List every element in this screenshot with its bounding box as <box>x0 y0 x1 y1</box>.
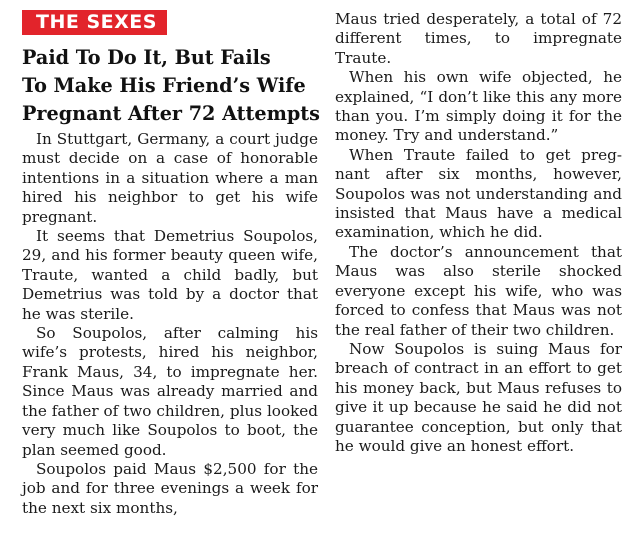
left-column <box>22 10 318 518</box>
article-paragraph: When his own wife objected, he explained, “I don’t like this any more than you. I’m simply doing it for the money. Try and understand.” <box>335 68 622 145</box>
article-paragraph: Now Soupolos is suing Maus for breach of contract in an effort to get his money back, but Maus refuses to give it up because he said he did not guarantee conception, but only that he would give an honest effort. <box>335 339 622 455</box>
article-paragraph: In Stuttgart, Germany, a court judge must decide on a case of honorable intentions in a situation where a man hired his neighbor to get his wife pregnant. <box>22 130 318 226</box>
article-paragraph: Soupolos paid Maus $2,500 for the job and for three evenings a week for the next six months, <box>22 459 318 517</box>
article-paragraph-continued: Maus tried desperately, a total of 72 different times, to impregnate Traute. <box>335 10 622 67</box>
headline-line: To Make His Friend’s Wife <box>22 74 306 97</box>
right-column <box>335 10 622 456</box>
headline <box>22 44 318 128</box>
headline-line: Paid To Do It, But Fails <box>22 46 271 69</box>
article-paragraph: When Traute failed to get pregnant after six months, however, Soupolos was not understanding and insisted that Maus have a medical examination, which he did. <box>335 145 622 242</box>
section-label: THE SEXES <box>22 10 167 35</box>
article-paragraph: The doctor’s announcement that Maus was also sterile shocked everyone except his wife, who was forced to confess that Maus was not the real father of their two children. <box>335 242 622 339</box>
headline-line: Pregnant After 72 Attempts <box>22 102 320 125</box>
article-paragraph: So Soupolos, after calming his wife’s protests, hired his neighbor, Frank Maus, 34, to impregnate her. Since Maus was already married and the father of two children, plus looked very much like Soupolos to boot, the plan seemed good. <box>22 324 318 459</box>
article-paragraph: It seems that Demetrius Soupolos, 29, and his former beauty queen wife, Traute, wanted a child badly, but Demetrius was told by a doctor that he was sterile. <box>22 227 318 323</box>
